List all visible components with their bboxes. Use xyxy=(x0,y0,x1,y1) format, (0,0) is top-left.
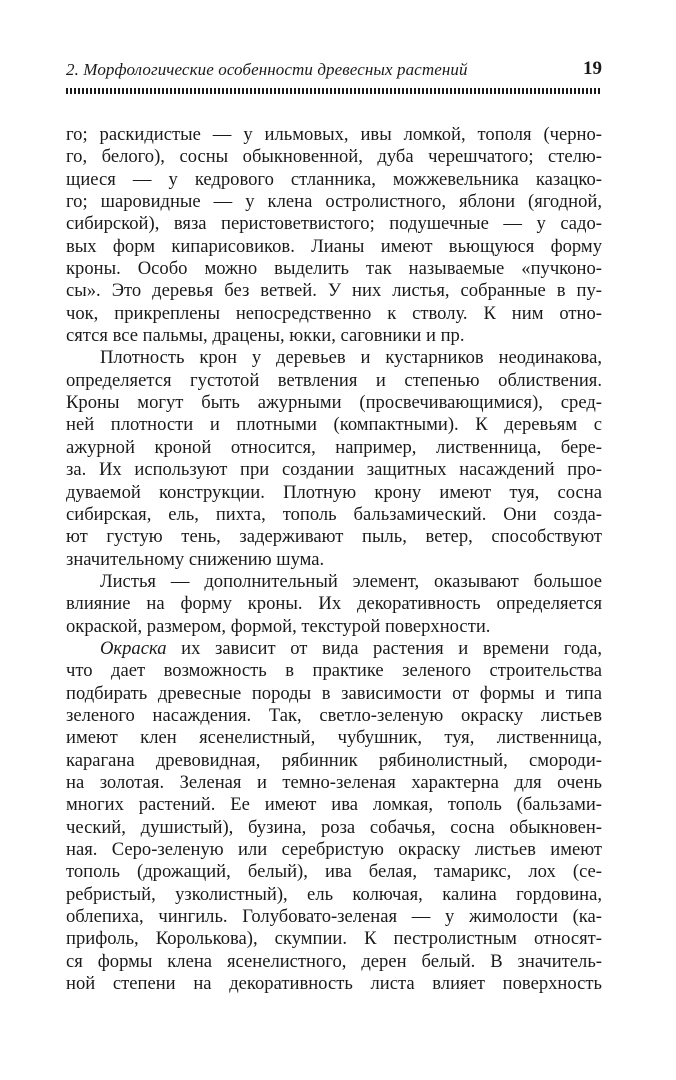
text-line: Плотность крон у деревьев и кустарников неодинакова, xyxy=(100,347,602,369)
text-line: зеленого насаждения. Так, светло-зеленую окраску листьев xyxy=(66,704,602,726)
text-line: ребристый, узколистный), ель колючая, калина гордовина, xyxy=(66,883,602,905)
text-line: сибирской), вяза перистоветвистого; подушечные — у садо- xyxy=(66,213,602,235)
text-line: ная. Серо-зеленую или серебристую окраску листьев имеют xyxy=(66,839,602,860)
text-line: вых форм кипарисовиков. Лианы имеют вьющуюся форму xyxy=(66,235,602,257)
header-rule xyxy=(66,88,602,94)
text-line: имеют клен ясенелистный, чубушник, туя, лиственница, xyxy=(66,727,602,749)
text-line: чок, прикреплены непосредственно к стволу. К ним отно- xyxy=(66,302,602,324)
text-line: облепиха, чингиль. Голубовато-зеленая — у жимолости (ка- xyxy=(66,906,602,928)
text-line: значительному снижению шума. xyxy=(66,548,325,570)
text-line: прифоль, Королькова), скумпии. К пестролистным относят- xyxy=(66,928,602,950)
text-line: ажурной кроной относится, например, лиственница, бере- xyxy=(66,436,602,458)
text-line: дуваемой конструкции. Плотную крону имеют туя, сосна xyxy=(66,481,602,503)
text-line: тополь (дрожащий, белый), ива белая, тамарикс, лох (се- xyxy=(66,861,602,883)
text-line: многих растений. Ее имеют ива ломкая, тополь (бальзами- xyxy=(66,794,602,816)
text-line: ной степени на декоративность листа влияет поверхность xyxy=(66,973,602,995)
running-header xyxy=(66,58,602,86)
text-line: окраской, размером, формой, текстурой поверхности. xyxy=(66,615,491,637)
text-line: ней плотности и плотными (компактными). К деревьям с xyxy=(66,414,602,436)
text-line: что дает возможность в практике зеленого строительства xyxy=(66,660,602,682)
text-line: Кроны могут быть ажурными (просвечивающимися), сред- xyxy=(66,392,602,414)
italic-term: Окраска xyxy=(100,637,167,659)
text-line: Листья — дополнительный элемент, оказывают большое xyxy=(100,570,602,592)
text-line: подбирать древесные породы в зависимости от формы и типа xyxy=(66,682,602,704)
text-line: ческий, душистый), бузина, роза собачья, сосна обыкновен- xyxy=(66,816,602,838)
text-line: влияние на форму кроны. Их декоративность определяется xyxy=(66,593,602,615)
text-line: ют густую тень, задерживают пыль, ветер, способствуют xyxy=(66,526,602,548)
text-fragment: их зависит от вида растения и времени года, xyxy=(166,637,602,659)
page-number: 19 xyxy=(583,58,602,79)
text-line: го; раскидистые — у ильмовых, ивы ломкой, тополя (черно- xyxy=(66,124,602,145)
text-line: карагана древовидная, рябинник рябинолистный, смороди- xyxy=(66,749,602,771)
text-line: го, белого), сосны обыкновенной, дуба черешчатого; стелю- xyxy=(66,146,602,168)
text-line: за. Их используют при создании защитных насаждений про- xyxy=(66,459,602,481)
text-line: сы». Это деревья без ветвей. У них листья, собранные в пу- xyxy=(66,280,602,302)
text-line: сятся все пальмы, драцены, юкки, саговники и пр. xyxy=(66,325,465,347)
text-line: ся формы клена ясенелистного, дерен белый. В значитель- xyxy=(66,950,602,972)
text-line: го; шаровидные — у клена остролистного, яблони (ягодной, xyxy=(66,191,602,213)
chapter-title: 2. Морфологические особенности древесных растений xyxy=(66,60,468,79)
body-text xyxy=(66,124,602,995)
text-line: на золотая. Зеленая и темно-зеленая характерна для очень xyxy=(66,771,602,793)
text-line: определяется густотой ветвления и степенью облиствения. xyxy=(66,369,602,391)
text-line: сибирская, ель, пихта, тополь бальзамический. Они созда- xyxy=(66,503,602,525)
text-line: кроны. Особо можно выделить так называемые «пучконо- xyxy=(66,258,602,280)
text-line xyxy=(66,638,602,660)
text-line: щиеся — у кедрового стланника, можжевельника казацко- xyxy=(66,168,602,190)
